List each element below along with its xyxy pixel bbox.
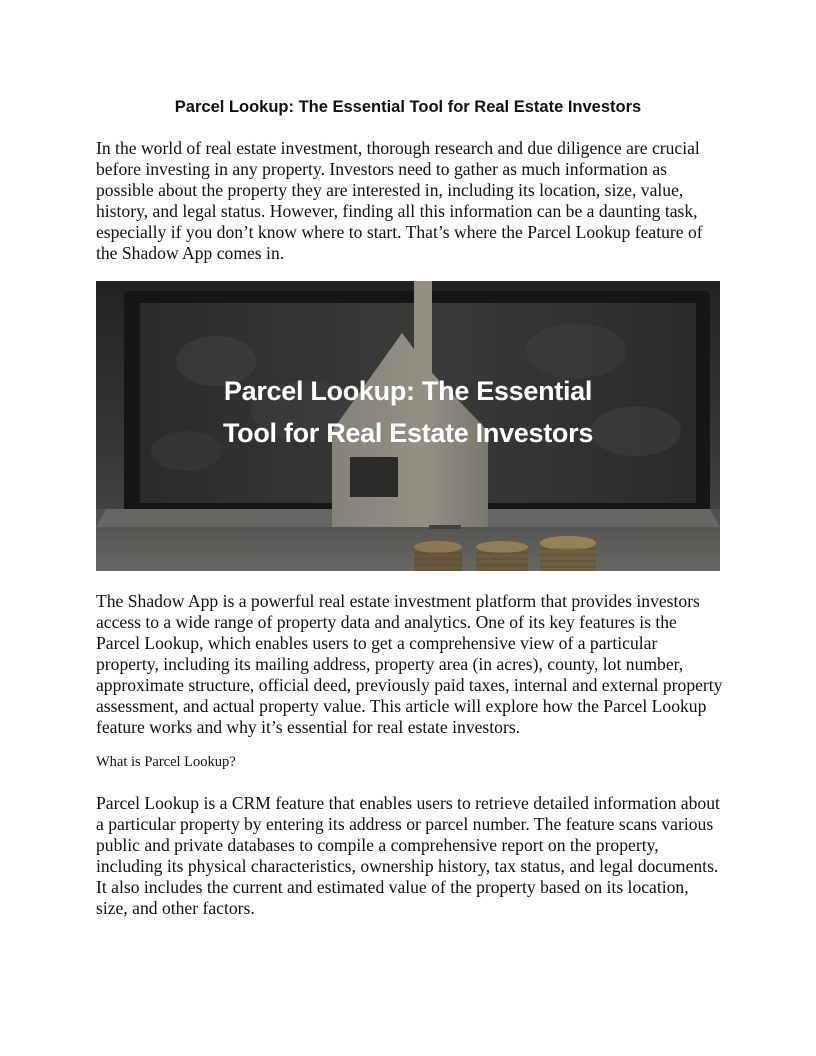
hero-image [96,281,720,571]
document-title: Parcel Lookup: The Essential Tool for Real Estate Investors [174,98,642,116]
section-heading: What is Parcel Lookup? [96,754,236,770]
section-paragraph: Parcel Lookup is a CRM feature that enables users to retrieve detailed information about a particular property by entering its address or parcel number. The feature scans various public and private databases to compile a comprehensive report on the property, including its physical characteristics, ownership history, tax status, and legal documents. It also includes the current and estimated value of the property based on its location, size, and other factors. [96,793,720,918]
hero-caption-line-1: Parcel Lookup: The Essential [223,376,593,406]
intro-paragraph: In the world of real estate investment, thorough research and due diligence are crucial before investing in any property. Investors need to gather as much information as possible about the property they are interested in, including its location, size, value, history, and legal status. However, finding all this information can be a daunting task, especially if you don’t know where to start. That’s where the Parcel Lookup feature of the Shadow App comes in. [96,138,703,263]
body-paragraph: The Shadow App is a powerful real estate investment platform that provides investors access to a wide range of property data and analytics. One of its key features is the Parcel Lookup, which enables users to get a comprehensive view of a particular property, including its mailing address, property area (in acres), county, lot number, approximate structure, official deed, previously paid taxes, internal and external property assessment, and actual property value. This article will explore how the Parcel Lookup feature works and why it’s essential for real estate investors. [96,591,723,737]
hero-caption-line-2: Tool for Real Estate Investors [222,418,594,448]
hero-caption [96,281,720,571]
